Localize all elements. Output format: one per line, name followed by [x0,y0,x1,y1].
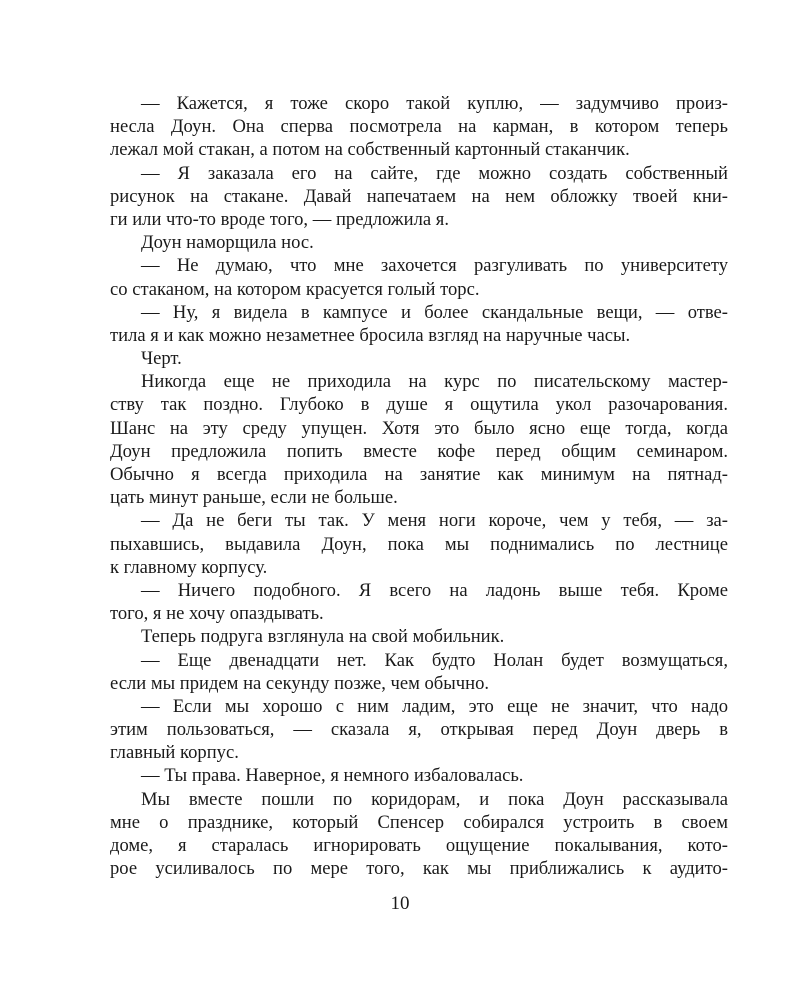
paragraph [110,301,728,347]
paragraph [110,370,728,509]
text-line: Обычно я всегда приходила на занятие как минимум на пятнад- [110,464,728,485]
text-line: цать минут раньше, если не больше. [110,487,398,509]
text-line: рое усиливалось по мере того, как мы приближались к аудито- [110,858,728,880]
text-line: этим пользоваться, — сказала я, открывая перед Доун дверь в [110,719,728,741]
text-line: Доун наморщила нос. [141,232,314,254]
text-line: Никогда еще не приходила на курс по писательскому мастер- [141,371,728,393]
text-line: — Да не беги ты так. У меня ноги короче, чем у тебя, — за- [141,510,728,532]
paragraph [110,92,728,162]
text-line: того, я не хочу опаздывать. [110,603,324,625]
text-line: — Ну, я видела в кампусе и более скандальные вещи, — отве- [141,301,728,323]
text-line: — Кажется, я тоже скоро такой куплю, — задумчиво произ- [141,93,728,114]
paragraph [110,347,728,370]
text-line: Теперь подруга взглянула на свой мобильник. [141,626,505,648]
text-line: несла Доун. Она сперва посмотрела на карман, в котором теперь [110,116,728,138]
text-line: лежал мой стакан, а потом на собственный картонный стаканчик. [110,139,630,161]
paragraph [110,649,728,695]
text-line: рисунок на стакане. Давай напечатаем на нем обложку твоей кни- [110,185,728,207]
text-line: — Ты права. Наверное, я немного избаловалась. [141,765,524,787]
text-line: Черт. [141,348,182,370]
text-line: ству так поздно. Глубоко в душе я ощутила укол разочарования. [110,394,728,416]
page-number: 10 [390,893,410,914]
text-line: — Не думаю, что мне захочется разгуливать по университету [141,255,728,277]
text-line: — Я заказала его на сайте, где можно создать собственный [141,162,728,184]
paragraph [110,764,728,787]
text-line: — Если мы хорошо с ним ладим, это еще не значит, что надо [141,695,728,717]
text-line: Доун предложила попить вместе кофе перед общим семинаром. [110,440,728,462]
paragraph [110,625,728,648]
text-line: со стаканом, на котором красуется голый торс. [110,278,480,300]
text-line: тила я и как можно незаметнее бросила взгляд на наручные часы. [110,324,631,346]
text-line: — Ничего подобного. Я всего на ладонь выше тебя. Кроме [141,579,728,601]
text-line: ги или что-то вроде того, — предложила я. [110,208,449,230]
text-line: главный корпус. [110,742,239,764]
paragraph [110,231,728,254]
text-line: Мы вместе пошли по коридорам, и пока Доун рассказывала [141,788,728,810]
paragraph [110,162,728,232]
paragraph [110,579,728,625]
paragraph [110,788,728,881]
text-line: доме, я старалась игнорировать ощущение покалывания, кото- [110,835,728,856]
text-line: мне о празднике, который Спенсер собирался устроить в своем [110,811,728,833]
paragraph [110,509,728,579]
text-line: пыхавшись, выдавила Доун, пока мы поднимались по лестнице [110,533,728,555]
text-line: Шанс на эту среду упущен. Хотя это было ясно еще тогда, когда [110,417,728,439]
paragraph [110,254,728,300]
text-line: — Еще двенадцати нет. Как будто Нолан будет возмущаться, [141,649,728,671]
text-line: если мы придем на секунду позже, чем обычно. [110,672,490,694]
page-body-text [110,92,728,880]
text-line: к главному корпусу. [110,556,268,578]
paragraph [110,695,728,765]
